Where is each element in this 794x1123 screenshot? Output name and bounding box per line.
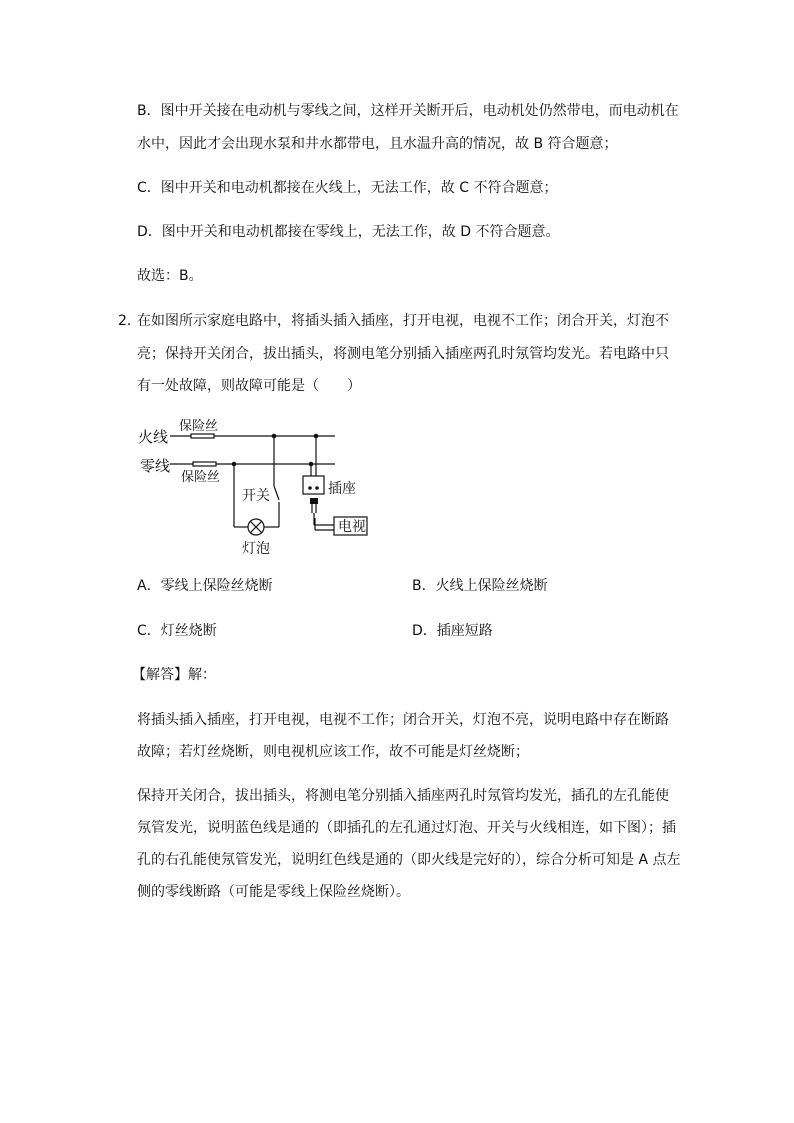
socket-label: 插座 [328,481,356,497]
junction-dot [272,434,277,439]
option-b[interactable]: B．火线上保险丝烧断 [412,578,548,594]
question-stem-line2: 亮；保持开关闭合，拔出插头，将测电笔分别插入插座两孔时氖管均发光。若电路中只 [137,346,669,362]
bulb-label: 灯泡 [242,541,270,557]
prev-option-b-line1: B．图中开关接在电动机与零线之间，这样开关断开后，电动机处仍然带电，而电动机在 [137,103,679,119]
socket-hole-right [315,486,319,490]
question-stem-line3: 有一处故障，则故障可能是（ ） [137,378,361,394]
switch-label: 开关 [242,488,270,504]
fuse-bottom [193,462,216,466]
plug-head [310,498,318,504]
question-number: 2． [118,313,141,329]
fuse-top [191,434,214,438]
tv-label: 电视 [338,519,366,535]
socket-symbol [303,476,324,494]
junction-dot [309,462,314,467]
prev-option-d: D．图中开关和电动机都接在零线上，无法工作，故 D 不符合题意。 [137,224,560,240]
solution-line6: 侧的零线断路（可能是零线上保险丝烧断）。 [137,884,410,900]
option-d[interactable]: D．插座短路 [412,623,493,639]
live-wire-label: 火线 [138,428,169,446]
option-c[interactable]: C．灯丝烧断 [137,623,217,639]
option-a[interactable]: A．零线上保险丝烧断 [137,578,273,594]
solution-label: 【解答】解： [132,667,216,683]
prev-option-c: C．图中开关和电动机都接在火线上，无法工作，故 C 不符合题意； [137,180,558,196]
solution-line5: 孔的右孔能使氖管发光，说明红色线是通的（即火线是完好的），综合分析可知是 A 点左 [137,852,681,868]
junction-dot [314,434,319,439]
socket-hole-left [308,486,312,490]
fuse-bottom-label: 保险丝 [181,470,221,485]
switch-blade [274,486,279,500]
prev-answer: 故选：B。 [137,268,203,284]
solution-line4: 氖管发光，说明蓝色线是通的（即插孔的左孔通过灯泡、开关与火线相连，如下图）；插 [137,820,676,836]
question-stem-line1: 在如图所示家庭电路中，将插头插入插座，打开电视，电视不工作；闭合开关，灯泡不 [137,313,669,329]
junction-dot [232,462,237,467]
solution-line2: 故障；若灯丝烧断，则电视机应该工作，故不可能是灯丝烧断； [137,744,529,760]
neutral-wire-label: 零线 [140,457,171,475]
circuit-diagram [138,414,378,560]
solution-line3: 保持开关闭合，拔出插头，将测电笔分别插入插座两孔时氖管均发光，插孔的左孔能使 [137,788,669,804]
solution-line1: 将插头插入插座，打开电视，电视不工作；闭合开关，灯泡不亮，说明电路中存在断路 [137,712,669,728]
prev-option-b-line2: 水中，因此才会出现水泵和井水都带电，且水温升高的情况，故 B 符合题意； [137,136,618,152]
fuse-top-label: 保险丝 [179,419,219,434]
